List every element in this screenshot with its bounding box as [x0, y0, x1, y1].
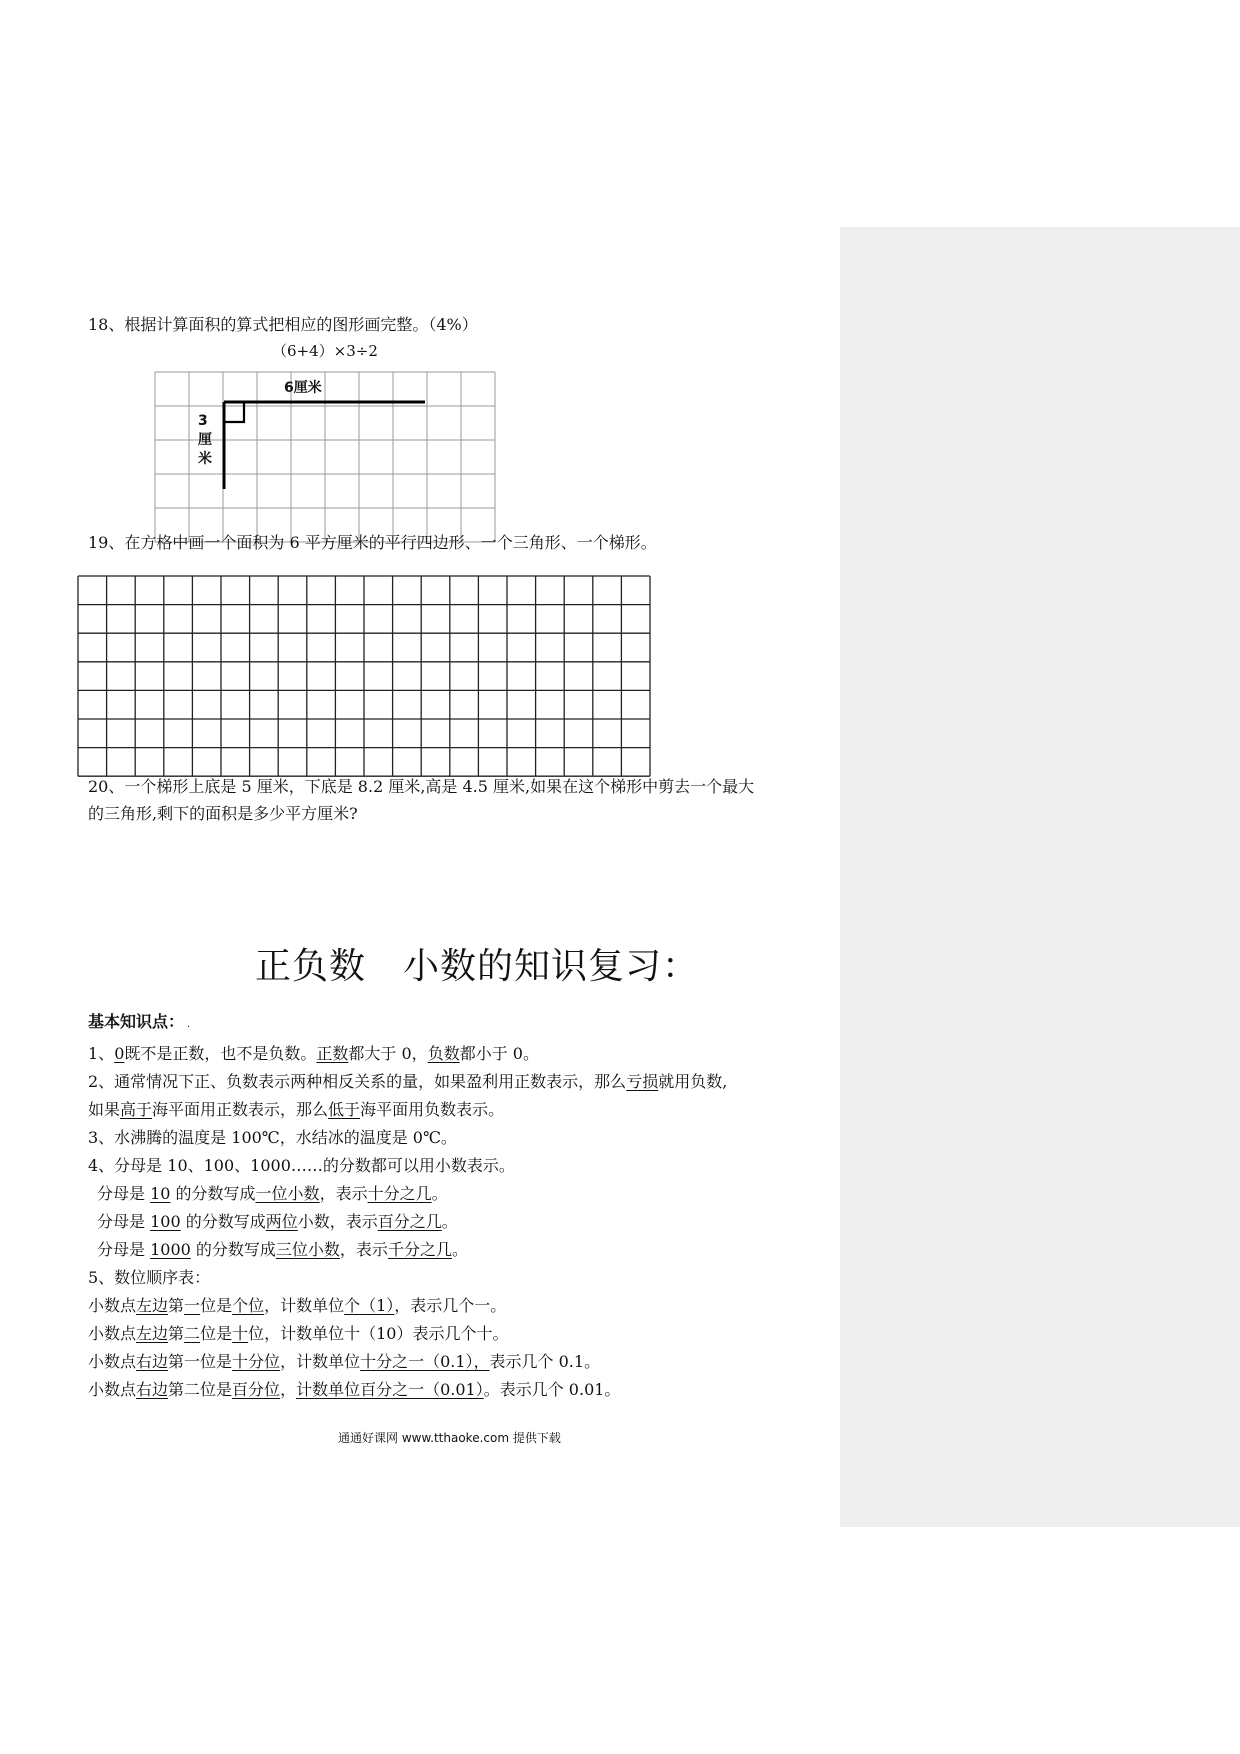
question-18-text: 18、根据计算面积的算式把相应的图形画完整。（4%） [88, 315, 478, 334]
point-2-line-2: 如果高于海平面用正数表示，那么低于海平面用负数表示。 [88, 1100, 505, 1119]
point-5-b: 小数点左边第二位是十位，计数单位十（10）表示几个十。 [88, 1324, 509, 1343]
comment-margin-panel [840, 227, 1240, 1527]
point-4-a: 分母是 10 的分数写成一位小数，表示十分之几。 [97, 1184, 448, 1203]
question-18-formula: （6+4）×3÷2 [272, 342, 378, 360]
point-1: 1、0既不是正数，也不是负数。正数都大于 0，负数都小于 0。 [88, 1044, 539, 1063]
label-side-length-mi: 米 [198, 451, 212, 467]
question-20-line-2: 的三角形,剩下的面积是多少平方厘米? [88, 804, 358, 823]
point-4: 4、分母是 10、100、1000……的分数都可以用小数表示。 [88, 1156, 515, 1175]
point-4-c: 分母是 1000 的分数写成三位小数，表示千分之几。 [97, 1240, 468, 1259]
point-3: 3、水沸腾的温度是 100℃，水结冰的温度是 0℃。 [88, 1128, 457, 1147]
footer-credit: 通通好课网 www.tthaoke.com 提供下载 [338, 1431, 561, 1445]
section-title: 正负数 小数的知识复习： [255, 946, 700, 987]
label-top-length: 6厘米 [284, 380, 322, 396]
point-5: 5、数位顺序表： [88, 1268, 211, 1287]
label-side-length-li: 厘 [198, 432, 212, 448]
question-19-grid [78, 576, 678, 774]
question-19-text: 19、在方格中画一个面积为 6 平方厘米的平行四边形、一个三角形、一个梯形。 [88, 533, 657, 552]
point-4-b: 分母是 100 的分数写成两位小数，表示百分之几。 [97, 1212, 458, 1231]
point-5-d: 小数点右边第二位是百分位，计数单位百分之一（0.01）。表示几个 0.01。 [88, 1380, 621, 1399]
point-2-line-1: 2、通常情况下正、负数表示两种相反关系的量，如果盈利用正数表示，那么亏损就用负数, [88, 1072, 728, 1091]
right-angle-mark [224, 402, 244, 422]
question-20-line-1: 20、一个梯形上底是 5 厘米，下底是 8.2 厘米,高是 4.5 厘米,如果在这个梯形中剪去一个最大 [88, 777, 755, 796]
point-5-c: 小数点右边第一位是十分位，计数单位十分之一（0.1），表示几个 0.1。 [88, 1352, 601, 1371]
label-side-length-3: 3 [198, 413, 208, 429]
subheading: 基本知识点： . [88, 1012, 191, 1031]
point-5-a: 小数点左边第一位是个位，计数单位个（1），表示几个一。 [88, 1296, 507, 1315]
